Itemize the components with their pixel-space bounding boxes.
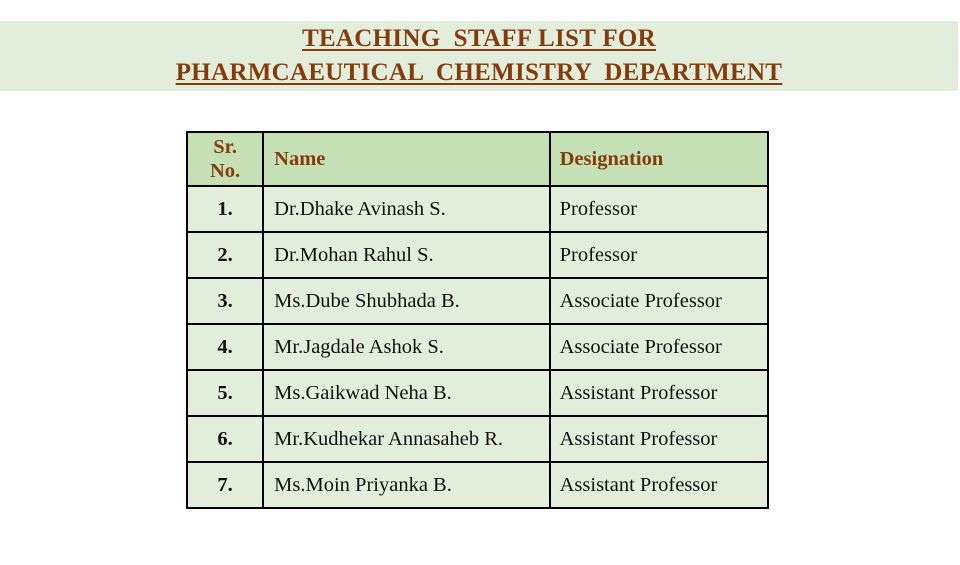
cell-name: Mr.Jagdale Ashok S. <box>263 324 549 370</box>
header-sr-line-2: No. <box>209 160 241 182</box>
header-name: Name <box>263 132 549 186</box>
page-title-line-2: PHARMCAEUTICAL CHEMISTRY DEPARTMENT <box>175 59 783 86</box>
header-sr-line-1: Sr. <box>213 136 237 158</box>
cell-sr: 2. <box>187 232 263 278</box>
cell-designation: Assistant Professor <box>550 416 768 462</box>
cell-name: Ms.Gaikwad Neha B. <box>263 370 549 416</box>
title-banner <box>0 21 958 91</box>
page-title-line-1: TEACHING STAFF LIST FOR <box>301 25 657 52</box>
table-row <box>187 186 768 232</box>
cell-sr: 4. <box>187 324 263 370</box>
table-row <box>187 324 768 370</box>
cell-name: Dr.Dhake Avinash S. <box>263 186 549 232</box>
table-header-row <box>187 132 768 186</box>
table-row <box>187 416 768 462</box>
table-row <box>187 278 768 324</box>
cell-name: Ms.Dube Shubhada B. <box>263 278 549 324</box>
table-row <box>187 462 768 508</box>
cell-designation: Assistant Professor <box>550 462 768 508</box>
cell-sr: 3. <box>187 278 263 324</box>
cell-name: Ms.Moin Priyanka B. <box>263 462 549 508</box>
cell-designation: Associate Professor <box>550 324 768 370</box>
header-designation: Designation <box>550 132 768 186</box>
cell-sr: 7. <box>187 462 263 508</box>
table-row <box>187 232 768 278</box>
cell-name: Dr.Mohan Rahul S. <box>263 232 549 278</box>
cell-designation: Professor <box>550 232 768 278</box>
header-sr-no <box>187 132 263 186</box>
cell-designation: Professor <box>550 186 768 232</box>
cell-designation: Associate Professor <box>550 278 768 324</box>
cell-designation: Assistant Professor <box>550 370 768 416</box>
cell-sr: 1. <box>187 186 263 232</box>
cell-sr: 5. <box>187 370 263 416</box>
staff-table <box>186 131 769 509</box>
cell-name: Mr.Kudhekar Annasaheb R. <box>263 416 549 462</box>
table-row <box>187 370 768 416</box>
cell-sr: 6. <box>187 416 263 462</box>
